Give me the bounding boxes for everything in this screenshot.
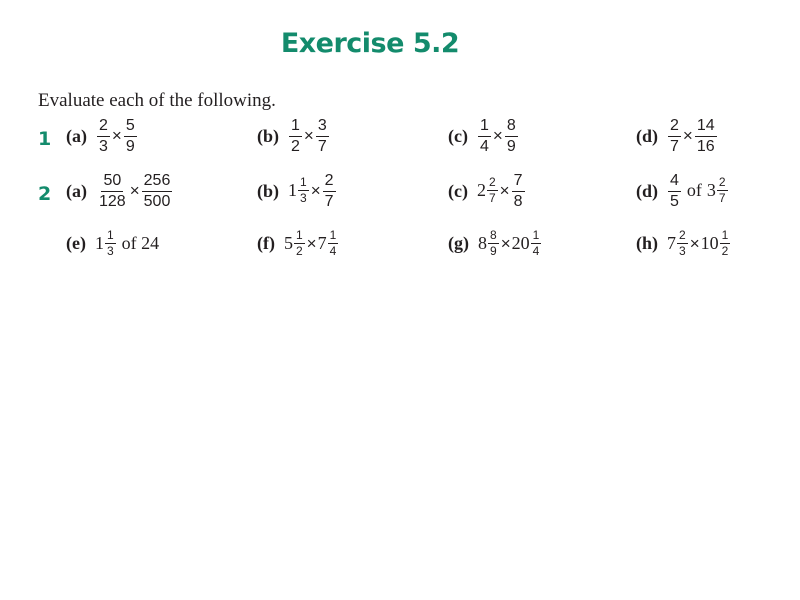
fraction-part [677,229,688,258]
numerator: 1 [532,228,540,242]
problem-2c [448,172,526,211]
fraction [505,117,518,156]
expression [96,117,138,156]
denominator: 3 [106,244,114,258]
numerator: 14 [695,117,717,137]
problem-label: (a) [66,126,87,146]
denominator: 9 [490,244,497,258]
mixed-number [477,176,499,205]
fraction [668,172,681,211]
fraction-part [294,229,305,258]
mixed-number [701,229,732,258]
mixed-number [512,229,543,258]
problem-label: (h) [636,233,658,253]
text-part: of [686,179,702,200]
mixed-number [95,229,117,258]
fraction [695,117,717,156]
fraction-part [720,229,731,258]
mixed-number [288,176,310,205]
numerator: 2 [718,174,726,189]
numerator: 1 [478,117,491,137]
whole-part: 1 [94,233,104,253]
numerator: 5 [124,117,137,137]
fraction-part [487,176,498,205]
denominator: 7 [670,138,679,155]
times-operator: × [306,234,317,253]
times-operator: × [689,234,700,253]
expression [95,229,164,258]
numerator: 7 [512,172,525,192]
whole-part: 7 [317,233,327,253]
expression [284,229,339,258]
expression [288,172,337,211]
denominator: 9 [506,138,516,155]
problem-label: (b) [257,126,279,146]
instruction-text: Evaluate each of the following. [38,90,276,111]
problem-label: (a) [66,181,87,201]
problem-1b [257,117,330,156]
numerator: 1 [721,228,729,242]
problem-2h [636,229,731,258]
fraction [289,117,302,156]
times-operator: × [500,234,511,253]
fraction [512,172,525,211]
problem-2e [66,229,164,258]
numerator: 1 [106,228,114,242]
denominator: 7 [317,138,327,155]
mixed-number [707,176,729,205]
mixed-number [667,229,689,258]
numerator: 1 [300,174,307,189]
mixed-number [284,229,306,258]
mixed-number [318,229,340,258]
denominator: 7 [718,190,726,205]
times-operator: × [499,180,510,200]
denominator: 3 [99,138,108,155]
expression [96,172,173,211]
exercise-title: Exercise 5.2 [280,28,460,59]
whole-part: 5 [283,233,293,253]
whole-part: 2 [476,179,486,200]
text-part: of 24 [121,233,160,253]
numerator: 1 [289,117,302,137]
denominator: 4 [329,244,337,258]
problem-1c [448,117,519,156]
expression [477,117,519,156]
whole-part: 1 [288,179,297,200]
fraction [124,117,137,156]
fraction [97,117,110,156]
numerator: 1 [295,228,303,242]
problem-2b [257,172,337,211]
fraction [142,172,173,211]
times-operator: × [310,180,321,200]
whole-part: 20 [511,233,530,253]
problem-label: (b) [257,181,279,201]
denominator: 500 [143,193,171,210]
fraction-part [328,229,339,258]
denominator: 9 [125,138,135,155]
denominator: 5 [670,193,679,210]
fraction [97,172,128,211]
whole-part: 7 [667,233,676,253]
denominator: 4 [532,244,540,258]
problem-1a [66,117,138,156]
expression [667,172,729,211]
times-operator: × [129,180,140,200]
fraction-part [488,229,499,258]
numerator: 2 [668,117,681,137]
problem-label: (c) [448,181,468,201]
numerator: 50 [101,172,123,192]
numerator: 1 [329,228,337,242]
denominator: 4 [479,138,489,155]
expression [667,117,718,156]
fraction-part [298,176,309,205]
expression [478,229,542,258]
problem-2a [66,172,173,211]
problem-label: (d) [636,126,658,146]
problem-2g [448,229,542,258]
fraction [478,117,491,156]
denominator: 3 [300,190,307,205]
mixed-number [478,229,500,258]
fraction [316,117,329,156]
question-number-1: 1 [38,128,52,150]
numerator: 2 [488,174,496,189]
fraction-part [531,229,542,258]
problem-label: (g) [448,233,469,253]
problem-label: (e) [66,233,86,253]
times-operator: × [111,125,122,145]
times-operator: × [492,125,503,145]
denominator: 7 [488,190,496,205]
times-operator: × [682,125,693,145]
fraction-part [105,229,116,258]
question-number-2: 2 [38,183,52,205]
expression [288,117,330,156]
fraction [323,172,336,211]
denominator: 2 [295,244,303,258]
numerator: 3 [316,117,329,137]
problem-2d [636,172,729,211]
numerator: 256 [142,172,173,192]
whole-part: 10 [700,233,719,253]
problem-label: (f) [257,233,275,253]
expression [477,172,526,211]
numerator: 8 [505,117,518,137]
denominator: 8 [513,193,523,210]
denominator: 2 [291,138,300,155]
problem-label: (d) [636,181,658,201]
denominator: 128 [99,193,126,210]
whole-part: 8 [478,233,487,253]
fraction-part [717,176,728,205]
numerator: 2 [679,228,686,242]
expression [667,229,731,258]
times-operator: × [303,125,314,145]
denominator: 2 [721,244,729,258]
problem-label: (c) [448,126,468,146]
numerator: 2 [97,117,110,137]
numerator: 8 [490,228,497,242]
whole-part: 3 [706,179,716,200]
denominator: 7 [324,193,334,210]
denominator: 3 [679,244,686,258]
fraction [668,117,681,156]
problem-1d [636,117,718,156]
numerator: 4 [668,172,681,192]
numerator: 2 [323,172,336,192]
problem-2f [257,229,339,258]
denominator: 16 [696,138,715,155]
